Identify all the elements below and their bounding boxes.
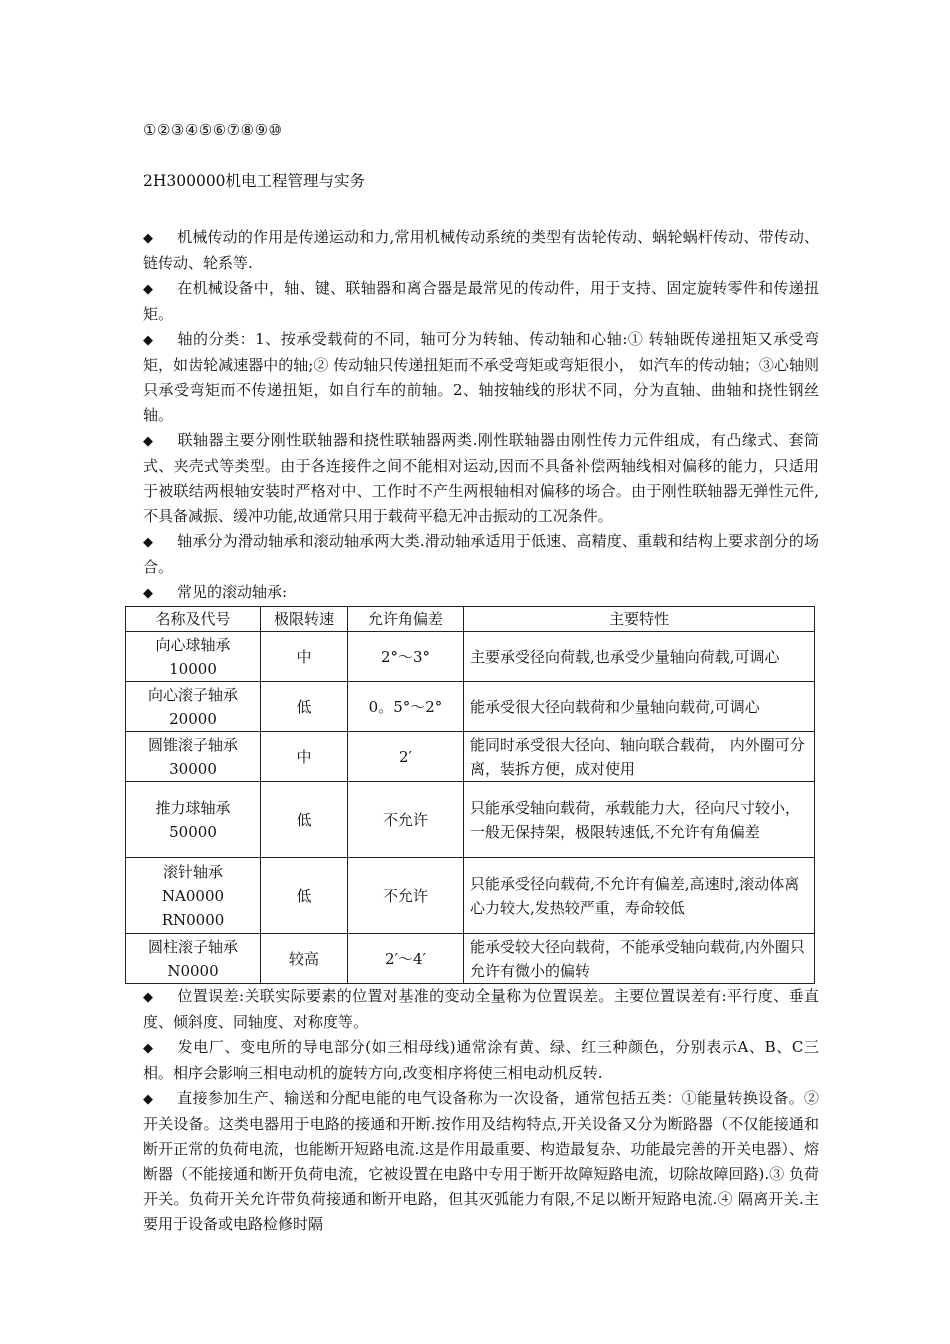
speed-cell: 中 — [261, 632, 348, 682]
paragraph-mechanical-transmission: ◆ 机械传动的作用是传递运动和力,常用机械传动系统的类型有齿轮传动、蜗轮蜗杆传动、带传动、链传动、轮系等. — [143, 228, 819, 272]
table-row — [126, 782, 815, 858]
bearing-name-cell: 圆锥滚子轴承 30000 — [126, 732, 261, 782]
document-title: 2H300000机电工程管理与实务 — [143, 172, 366, 190]
table-row — [126, 858, 815, 934]
bearing-name-cell: 滚针轴承 NA0000 RN0000 — [126, 858, 261, 934]
paragraph-couplings: ◆ 联轴器主要分刚性联轴器和挠性联轴器两类.刚性联轴器由刚性传力元件组成，有凸缘式、套筒式、夹壳式等类型。由于各连接件之间不能相对运动,因而不具备补偿两轴线相对偏移的能力，只适用于被联结两根轴安装时严格对中、工作时不产生两根轴相对偏移的场合。由于刚性联轴器无弹性元件,不具备减振、缓冲功能,故通常只用于载荷平稳无冲击振动的工况条件。 — [143, 431, 819, 525]
bullet-mark-icon: ◆ — [143, 1092, 153, 1107]
table-header-row — [126, 607, 815, 632]
angle-cell: 2°～3° — [348, 632, 464, 682]
angle-cell: 2′ — [348, 732, 464, 782]
paragraph-common-rolling-bearings: ◆ 常见的滚动轴承: — [143, 580, 819, 606]
feature-cell: 只能承受轴向载荷，承载能力大，径向尺寸较小，一般无保持架，极限转速低,不允许有角偏差 — [464, 782, 815, 858]
angle-cell: 不允许 — [348, 782, 464, 858]
paragraph-primary-equipment: ◆ 直接参加生产、输送和分配电能的电气设备称为一次设备，通常包括五类：①能量转换设备。②开关设备。这类电器用于电路的接通和开断.按作用及结构特点,开关设备又分为断路器（不仅能接通和断开正常的负荷电流，也能断开短路电流.这是作用最重要、构造最复杂、功能最完善的开关电器）、熔断器（不能接通和断开负荷电流，它被设置在电路中专用于断开故障短路电流，切除故障回路).③ 负荷开关。负荷开关允许带负荷接通和断开电路，但其灭弧能力有限,不足以断开短路电流.④ 隔离开关.主要用于设备或电路检修时隔 — [143, 1089, 819, 1233]
bullet-mark-icon: ◆ — [143, 535, 153, 550]
paragraph-bearings: ◆ 轴承分为滑动轴承和滚动轴承两大类.滑动轴承适用于低速、高精度、重载和结构上要求剖分的场合。 — [143, 532, 819, 576]
speed-cell: 中 — [261, 732, 348, 782]
bullet-mark-icon: ◆ — [143, 333, 153, 348]
paragraph-transmission-parts: ◆ 在机械设备中，轴、键、联轴器和离合器是最常见的传动件，用于支持、固定旋转零件和传递扭矩。 — [143, 279, 819, 323]
rolling-bearing-table — [125, 606, 815, 984]
speed-cell: 低 — [261, 682, 348, 732]
table-row — [126, 682, 815, 732]
table-row — [126, 632, 815, 682]
feature-cell: 能同时承受很大径向、轴向联合载荷， 内外圈可分离，装拆方便，成对使用 — [464, 732, 815, 782]
bearing-name-cell: 推力球轴承 50000 — [126, 782, 261, 858]
speed-cell: 较高 — [261, 934, 348, 984]
speed-cell: 低 — [261, 782, 348, 858]
table-row — [126, 732, 815, 782]
paragraph-position-error: ◆ 位置误差:关联实际要素的位置对基准的变动全量称为位置误差。主要位置误差有:平行度、垂直度、倾斜度、同轴度、对称度等。 — [143, 987, 819, 1031]
table-row — [126, 934, 815, 984]
paragraph-shaft-classification: ◆ 轴的分类：1、按承受载荷的不同，轴可分为转轴、传动轴和心轴:① 转轴既传递扭矩又承受弯矩，如齿轮减速器中的轴;② 传动轴只传递扭矩而不承受弯矩或弯矩很小， 如汽车的传动轴；③心轴则只承受弯矩而不传递扭矩，如自行车的前轴。2、轴按轴线的形状不同，分为直轴、曲轴和挠性钢丝轴。 — [143, 330, 819, 424]
speed-cell: 低 — [261, 858, 348, 934]
column-header: 允许角偏差 — [348, 607, 464, 632]
bullet-mark-icon: ◆ — [143, 434, 153, 449]
bearing-name-cell: 向心滚子轴承 20000 — [126, 682, 261, 732]
bullet-mark-icon: ◆ — [143, 1041, 153, 1056]
feature-cell: 主要承受径向荷载,也承受少量轴向荷载,可调心 — [464, 632, 815, 682]
bullet-mark-icon: ◆ — [143, 586, 153, 601]
bearing-name-cell: 向心球轴承 10000 — [126, 632, 261, 682]
angle-cell: 0。5°～2° — [348, 682, 464, 732]
bullet-mark-icon: ◆ — [143, 231, 153, 246]
angle-cell: 2′～4′ — [348, 934, 464, 984]
column-header: 极限转速 — [261, 607, 348, 632]
angle-cell: 不允许 — [348, 858, 464, 934]
column-header: 主要特性 — [464, 607, 815, 632]
feature-cell: 能承受很大径向载荷和少量轴向载荷,可调心 — [464, 682, 815, 732]
bullet-mark-icon: ◆ — [143, 282, 153, 297]
bearing-name-cell: 圆柱滚子轴承 N0000 — [126, 934, 261, 984]
content-body — [143, 225, 819, 1237]
circled-numbers: ①②③④⑤⑥⑦⑧⑨⑩ — [143, 121, 283, 139]
feature-cell: 能承受较大径向载荷，不能承受轴向载荷,内外圈只允许有微小的偏转 — [464, 934, 815, 984]
bullet-mark-icon: ◆ — [143, 990, 153, 1005]
paragraph-phase-colors: ◆ 发电厂、变电所的导电部分(如三相母线)通常涂有黄、绿、红三种颜色，分别表示A、B、C三相。相序会影响三相电动机的旋转方向,改变相序将使三相电动机反转. — [143, 1038, 819, 1082]
feature-cell: 只能承受径向载荷,不允许有偏差,高速时,滚动体离心力较大,发热较严重，寿命较低 — [464, 858, 815, 934]
column-header: 名称及代号 — [126, 607, 261, 632]
